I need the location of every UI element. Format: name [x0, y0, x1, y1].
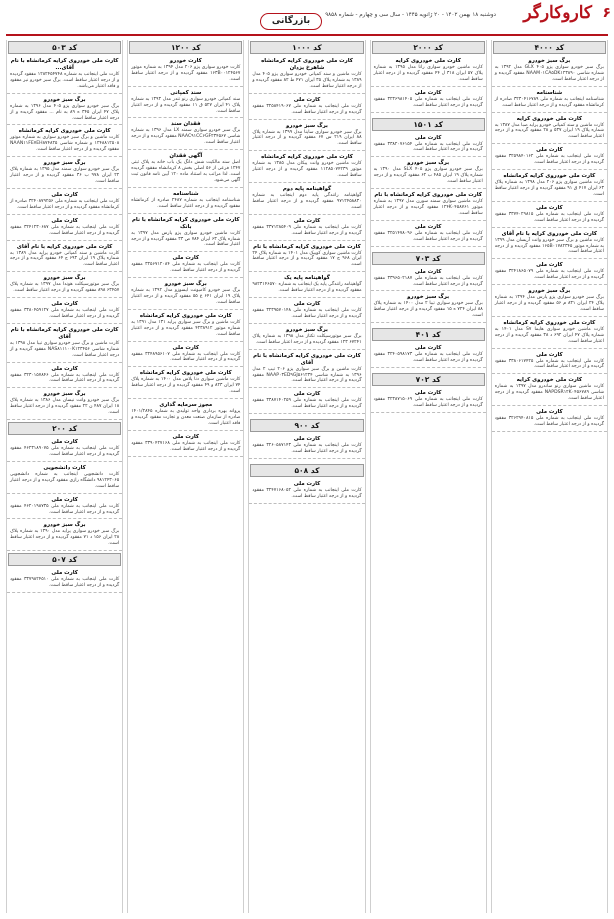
- ad-title: کارت ملی: [172, 344, 200, 351]
- ad-title: کارت ملی: [172, 433, 200, 440]
- classified-ad: [128, 369, 243, 399]
- ad-body: کارت ماشین سواری دنا پلاس مدل ۱۴۰۰ به شماره پلاک ۷۴ ایران ۸۲۳ و ۴۹ مفقود گردیده و از درجه اعتبار ساقط است.: [131, 377, 241, 395]
- classified-ad: [7, 217, 122, 241]
- ad-title: کارت ملی خودروی کرایه کرمانشاه: [503, 173, 596, 180]
- ad-body: کارت ملی اینجانب به شماره ملی ۳۲۴۷۱۶۸۰۵۲ مفقود گردیده و از درجه اعتبار ساقط است.: [252, 488, 362, 499]
- classified-ad: [128, 152, 243, 188]
- classified-ad: [128, 433, 243, 457]
- ad-body: کارت ماشین و سند کمپانی خودرو پراید مدل ۱۳۸۹ به شماره پلاک ۱۹ ایران ۶۹۳ ج ۶۴ مفقود گردیده و از درجه اعتبار ساقط است.: [10, 250, 120, 268]
- ad-body: کارت ملی اینجانب به شماره ملی ۳۲۴۱۲۳۰۶۸۷ مفقود گردیده و از درجه اعتبار ساقط است.: [10, 224, 120, 236]
- ad-title: آگهی فقدان: [169, 153, 203, 160]
- ad-body: کارت ملی اینجانب به شماره ملی ۳۲۴۸۹۵۶۱۰۷ مفقود گردیده و از درجه اعتبار ساقط است.: [131, 351, 241, 363]
- ad-title: برگ سبز خودرو: [164, 281, 207, 288]
- ad-body: کارت دانشجویی اینجانب به شماره دانشجویی ۹۸۱۲۴۳۰۶۵ دانشگاه رازی مفقود گردیده و از درجه اعتبار ساقط است.: [10, 471, 120, 489]
- classified-ad: [7, 191, 122, 215]
- ad-body: کارت ماشین سواری پژو ۲۰۶ مدل ۱۳۹۸ به شماره پلاک ۶۳ ایران ۴۱۷ ق ۹۱ مفقود گردیده و از درجه اعتبار ساقط است.: [494, 180, 604, 197]
- classified-ad: [249, 243, 364, 273]
- ad-title: کارت ملی: [414, 223, 442, 230]
- ad-body: برگ سبز خودرو سواری پژو ۴۰۵ SLX مدل ۱۳۹۰ به شماره پلاک ۱۹ ایران ۴۸۵ ب ۶۲ مفقود گردیده و از درجه اعتبار ساقط است.: [373, 167, 483, 185]
- code-header: کد ۹۰۰: [250, 419, 363, 432]
- classified-ad: [7, 569, 122, 593]
- ad-body: برگ سبز خودرو وانت نیسان مدل ۱۳۸۶ به شماره پلاک ۱۸ ایران ۴۸۷ ن ۲۲ مفقود گردیده و از درجه اعتبار ساقط است.: [10, 398, 120, 416]
- ad-title: کارت ملی: [51, 191, 78, 198]
- classified-ad: [249, 217, 364, 241]
- classified-ad: [7, 274, 122, 298]
- column-2: [127, 40, 244, 913]
- ad-body: کارت ملی اینجانب به شماره ملی ۳۲۶۰۵۸۷۱۴۳ مفقود گردیده و از درجه اعتبار ساقط است.: [252, 443, 362, 455]
- ad-body: کارت ملی اینجانب به شماره ملی ۳۳۹۰۴۲۷۱۶۸ مفقود گردیده و از درجه اعتبار ساقط است.: [131, 440, 241, 452]
- ad-title: کارت ملی خودروی کرایه با نام آقای: [501, 230, 598, 237]
- ad-body: کارت ماشین سواری سمند سورن مدل ۱۳۹۷ به شماره موتور ۱۲۴K۰۴۵۸۷۶۱ مفقود گردیده و از درجه اعتبار ساقط است.: [373, 199, 483, 216]
- ad-body: کارت ملی اینجانب به شماره ملی ۳۲۵۸۴۱۹۰۶۷ مفقود گردیده و از درجه اعتبار ساقط است.: [252, 103, 362, 115]
- ad-body: کارت ملی اینجانب به شماره ملی ۳۳۷۱۲۸۵۴۰۹ مفقود گردیده و از درجه اعتبار ساقط است.: [252, 224, 362, 236]
- ad-title: کارت ملی: [414, 345, 442, 352]
- ad-title: کارت ملی: [536, 351, 563, 358]
- ad-body: کارت ملی اینجانب به شماره ملی ۳۲۵۹۸۴۰۱۶۲ مفقود گردیده و از درجه اعتبار ساقط است.: [494, 154, 604, 166]
- ad-title: کارت ملی: [414, 389, 442, 396]
- ad-body: برگ سبز خودرو سواری تیبا ۲ مدل ۱۴۰۰ به شماره پلاک ۸۸ ایران ۷۲۴ ه ۱۵ مفقود گردیده و از درجه اعتبار ساقط است.: [373, 301, 483, 319]
- classified-ad: [371, 344, 486, 368]
- code-header: کد ۴۰۰۰: [493, 41, 606, 54]
- classified-ad: [492, 319, 607, 349]
- code-header: کد ۵۰۳: [8, 41, 121, 54]
- ad-title: برگ سبز خودرو: [43, 391, 86, 398]
- ad-body: کارت ملی اینجانب به شماره ملی ۳۲۵۱۴۷۸۰۹۶ مفقود گردیده و از درجه اعتبار ساقط است.: [373, 230, 483, 242]
- classified-ad: [7, 521, 122, 551]
- classified-ad: [249, 274, 364, 298]
- code-header: کد ۵۰۷: [8, 553, 121, 566]
- classified-ad: [128, 57, 243, 87]
- ad-body: کارت ملی اینجانب به شماره ملی ۴۶۲۰۱۹۸۷۳۵ مفقود گردیده و از درجه اعتبار ساقط است.: [10, 503, 120, 515]
- ad-title: کارت ملی خودروی کرایه کرمانشاه با نام آقای: [253, 352, 361, 366]
- ad-body: شناسنامه اینجانب به شماره ملی ۳۲۳۰۴۱۶۷۸۹ صادره از کرمانشاه مفقود گردیده و از درجه اعتبار ساقط است.: [494, 96, 604, 108]
- ad-body: کارت ماشین و سند کمپانی خودرو سواری پژو ۴۰۵ مدل ۱۳۸۹ به شماره پلاک ۳۵ ایران ۴۷۱ ط ۸۲ مفقود گردیده و از درجه اعتبار ساقط است.: [252, 72, 362, 89]
- ad-title: گواهینامه پایه دوم: [282, 185, 332, 192]
- classified-ad: [492, 230, 607, 260]
- classified-ad: [128, 401, 243, 431]
- code-header: کد ۵۰۸: [250, 464, 363, 477]
- classified-ad: [371, 134, 486, 158]
- column-5: [491, 40, 608, 913]
- classified-ad: [492, 89, 607, 113]
- ad-title: برگ سبز خودرو: [407, 160, 450, 167]
- classified-ad: [371, 159, 486, 189]
- ad-body: کارت ملی اینجانب به شماره ملی ۳۳۸۰۶۱۷۴۲۵ مفقود گردیده و از درجه اعتبار ساقط است.: [494, 358, 604, 370]
- classified-ad: [249, 326, 364, 350]
- classified-ad: [7, 159, 122, 189]
- ad-body: کارت ماشین خودرو وانت پیکان مدل ۱۳۸۵ به شماره موتور ۱۱۲۸۵۰۷۴۲۳۹ مفقود گردیده و از درجه اعتبار ساقط است.: [252, 161, 362, 179]
- ad-title: کارت ملی: [536, 262, 563, 269]
- classified-ad: [7, 57, 122, 94]
- ad-title: کارت ملی خودروی کرایه کرمانشاه با نام بانک: [131, 216, 240, 230]
- code-header: کد ۲۰۰۰: [372, 41, 485, 54]
- ad-title: گواهینامه پایه یک: [284, 275, 330, 282]
- ad-body: کارت ملی اینجانب به شماره ملی ۳۳۸۷۱۴۰۲۵۹ مفقود گردیده و از درجه اعتبار ساقط است.: [252, 398, 362, 410]
- classified-ad: [7, 300, 122, 324]
- ad-body: برگ سبز خودرو کامیونت ایسوزو مدل ۱۳۹۲ به شماره پلاک ۱۹ ایران ۶۴۱ ع ۵۵ مفقود گردیده و از درجه اعتبار ساقط است.: [131, 288, 241, 305]
- ad-title: برگ سبز خودرو: [43, 96, 86, 103]
- dateline: دوشنبه ۱۸ بهمن ۱۴۰۲ - ۲۰ ژانویه ۱۴۴۵ - سال سی و چهارم - شماره ۹۸۵۸: [325, 12, 496, 18]
- ad-title: کارت ملی خودروی کرایه کرمانشاه: [18, 128, 111, 135]
- ad-body: کارت ملی اینجانب به شماره ملی ۳۲۴۰۵۹۸۱۷۳ مفقود گردیده و از درجه اعتبار ساقط است.: [373, 352, 483, 364]
- ad-body: کارت ملی اینجانب به شماره ملی ۳۲۳۸۷۱۵۰۶۹ مفقود گردیده و از درجه اعتبار ساقط است.: [373, 396, 483, 408]
- ad-title: کارت ملی: [51, 301, 78, 308]
- classified-ad: [128, 312, 243, 342]
- code-header: کد ۱۲۰۰: [129, 41, 242, 54]
- ad-body: کارت ملی اینجانب به شماره ملی ۳۳۷۴۰۲۹۸۱۵ مفقود گردیده و از درجه اعتبار ساقط است.: [494, 211, 604, 223]
- ad-title: کارت ملی خودروی کرایه: [516, 115, 583, 122]
- ad-title: برگ سبز خودرو: [43, 522, 86, 529]
- section-badge: بازرگانی: [260, 13, 322, 30]
- ad-title: برگ سبز خودرو: [285, 122, 328, 129]
- ad-body: کارت ملی اینجانب به شماره ملی ۳۳۷۹۸۲۴۵۱۰ مفقود گردیده و از درجه اعتبار ساقط است.: [10, 577, 120, 589]
- ad-title: کارت ملی: [293, 391, 321, 398]
- ad-body: برگ سبز خودرو سواری پژو ۴۰۵ GLX مدل ۱۳۹۲ به شماره شاسی NAAM۰۱CA۵DK۱۲۳۸۹۰ مفقود گردیده و از درجه اعتبار ساقط است.: [494, 65, 604, 82]
- ad-title: کارت ملی خودروی کرایه کرمانشاه با نام: [374, 192, 482, 199]
- classified-ad: [492, 261, 607, 285]
- classified-ad: [7, 496, 122, 520]
- ad-title: برگ سبز خودرو: [528, 288, 571, 295]
- ad-body: کارت ماشین و برگ سبز خودرو وانت آریسان مدل ۱۳۹۹ به شماره موتور ۱۶۵B۰۱۷۸۲۳۴۵ مفقود گردیده و از درجه اعتبار ساقط است.: [494, 237, 604, 255]
- classified-ad: [7, 96, 122, 126]
- column-4: [370, 40, 487, 913]
- code-header: کد ۲۰۰: [8, 422, 121, 435]
- ad-title: کارت دانشجویی: [43, 464, 86, 471]
- ad-body: کارت ملی اینجانب به شماره ملی ۳۳۸۰۴۵۹۱۲۷ مفقود گردیده و از درجه اعتبار ساقط است.: [10, 308, 120, 319]
- classified-ad: [492, 172, 607, 202]
- ad-body: برگ سبز موتورسیکلت هوندا مدل ۱۳۹۷ به شماره پلاک ۶۳۴۵۷ ۸۹۸ مفقود گردیده و از درجه اعتبار ساقط است.: [10, 282, 120, 294]
- ad-body: کارت ملی اینجانب به شماره ملی ۳۳۹۶۵۰۲۱۸۷ مفقود گردیده و از درجه اعتبار ساقط است.: [373, 275, 483, 287]
- ad-body: کارت ملی اینجانب به شماره ملی ۳۲۴۱۸۶۵۰۷۹ مفقود گردیده و از درجه اعتبار ساقط است.: [494, 269, 604, 281]
- ad-body: کارت ماشین و برگ سبز سواری پژو ۲۰۶ تیپ ۲ مدل ۱۳۹۶ به شماره شاسی NAAP۰۳ED۹GJ۵۶۱۲۳۴ مفقود گردیده و از درجه اعتبار ساقط است.: [252, 366, 362, 384]
- classified-ad: [371, 57, 486, 87]
- ad-body: کارت ملی اینجانب به شماره ملی ۳۲۴۰۸۷۹۲۵۶ صادره از کرمانشاه مفقود گردیده و از درجه اعتبار ساقط است.: [10, 198, 120, 210]
- ad-body: پروانه بهره برداری واحد تولیدی به شماره ۱۴۰۱/۲۸۴۵ صادره از سازمان صنعت معدن و تجارت مفقود گردیده و فاقد اعتبار است.: [131, 409, 241, 426]
- classified-ad: [371, 389, 486, 413]
- ad-body: کارت ماشین خودرو سواری پژو پارس مدل ۱۳۹۷ به شماره پلاک ۶۳ ایران ۷۸۴ ص ۳۳ مفقود گردیده و از درجه اعتبار ساقط است.: [131, 230, 241, 248]
- ad-body: گواهینامه رانندگی پایه دوم اینجانب به شماره ۹۷۱۲۴۵۸۸۳۰ مفقود گردیده و از درجه اعتبار ساقط است.: [252, 192, 362, 210]
- ad-body: کارت ماشین و برگ سبز خودرو سواری به شماره موتور ۱۲۴۸۸۱۲۵۰۸ و شماره شاسی NAAN۱۱FE۷EH۸۷۴۸۲۵ مفقود گردیده و از درجه اعتبار ساقط است.: [10, 135, 120, 153]
- classified-ad: [128, 344, 243, 368]
- ad-body: کارت ماشین و برگ سبز سواری پراید ۱۳۱ مدل ۱۳۹۱ به شماره موتور ۴۲۳۸۹۱۲ مفقود گردیده و از درجه اعتبار ساقط است.: [131, 319, 241, 337]
- classified-ad: [7, 243, 122, 273]
- classified-ad: [7, 438, 122, 462]
- ad-body: کارت ملی اینجانب به شماره ملی ۳۲۶۲۹۴۰۸۱۵ مفقود گردیده و از درجه اعتبار ساقط است.: [494, 416, 604, 427]
- page-number: ۶: [602, 5, 611, 21]
- classified-ad: [7, 390, 122, 420]
- header-rule: [6, 34, 608, 36]
- ad-body: برگ سبز خودرو سواری پژو پارس مدل ۱۳۹۴ به شماره پلاک ۲۴ ایران ۸۳۱ م ۵۶ مفقود گردیده و از درجه اعتبار ساقط است.: [494, 295, 604, 312]
- classified-ad: [128, 280, 243, 310]
- classified-ad: [371, 191, 486, 221]
- ad-title: کارت ملی: [293, 301, 321, 308]
- ad-title: سند کمپانی: [170, 89, 202, 96]
- ad-title: شناسنامه: [172, 190, 199, 197]
- ad-title: کارت ملی خودروی کرایه کرمانشاه: [139, 312, 232, 319]
- ad-title: برگ سبز خودرو: [528, 58, 571, 64]
- ad-body: کارت ماشین خودرو سواری رانا مدل ۱۳۹۵ به شماره پلاک ۵۷ ایران ۳۱۸ ل ۴۴ مفقود گردیده و از درجه اعتبار ساقط است.: [373, 65, 483, 82]
- ad-title: کارت ملی خودروی کرایه کرمانشاه با نام: [253, 243, 361, 250]
- classified-ad: [371, 89, 486, 113]
- classified-ad: [371, 268, 486, 292]
- code-header: کد ۷۰۲: [372, 373, 485, 386]
- ad-body: برگ سبز خودرو سواری سمند مدل ۱۳۹۵ به شماره پلاک ۲۲ ایران ۹۷۸ ب ۳۶ مفقود گردیده و از درجه اعتبار ساقط است.: [10, 167, 120, 184]
- ad-body: برگ سبز موتورسیکلت تکتاز مدل ۱۳۹۸ به شماره پلاک ۶۷۲۴۱ ۱۲۳ مفقود گردیده و از درجه اعتبار ساقط است.: [252, 333, 362, 345]
- ad-body: کارت ملی اینجانب به شماره ملی ۳۲۳۶۹۸۱۴۰۵ مفقود گردیده و از درجه اعتبار ساقط است.: [373, 96, 483, 108]
- ad-title: کارت ملی خودروی کرایه با نام آقای: [16, 243, 113, 250]
- ad-title: برگ سبز خودرو: [285, 326, 328, 333]
- ad-body: کارت ملی اینجانب به شماره ملی ۴۶۲۳۱۸۹۰۷۵ مفقود گردیده و از درجه اعتبار ساقط است.: [10, 446, 120, 457]
- ad-title: کارت ملی خودروی کرایه: [516, 377, 583, 384]
- ad-body: برگ سبز خودرو سواری پراید مدل ۱۳۹۰ به شماره پلاک ۲۸ ایران ۱۵۶ د ۷۱ مفقود گردیده و از درجه اعتبار ساقط است.: [10, 529, 120, 547]
- ad-title: کارت ملی: [51, 365, 78, 372]
- ad-title: کارت ملی خودروی کرایه کرمانشاه شاهرخ یزدان: [261, 58, 353, 71]
- ad-body: برگ سبز خودرو سواری سمند LX مدل ۱۳۹۶ به شماره شاسی NAAC۹۱CC۶GF۲۳۴۵۶۷ مفقود گردیده و از درجه اعتبار ساقط است.: [131, 128, 241, 146]
- ad-body: کارت ماشین سواری رنو ساندرو مدل ۱۳۹۷ به شماره شاسی NAPDSR۱۲K۰۴۵۶۷۸۹ مفقود گردیده و از درجه اعتبار ساقط است.: [494, 384, 604, 402]
- classified-columns: [6, 40, 608, 913]
- classified-ad: [492, 204, 607, 228]
- classified-ad: [249, 480, 364, 504]
- ad-title: کارت ملی: [293, 217, 321, 224]
- ad-title: کارت ملی: [293, 481, 321, 487]
- ad-title: کارت ملی: [51, 439, 78, 446]
- ad-body: کارت ملی اینجانب به شماره ملی ۳۲۳۰۱۵۷۸۴۶ مفقود گردیده و از درجه اعتبار ساقط است.: [10, 372, 120, 384]
- column-1: [6, 40, 123, 913]
- classified-ad: [492, 146, 607, 170]
- ad-title: کارت خودرو: [169, 58, 202, 64]
- ad-title: کارت ملی: [536, 204, 563, 211]
- ad-body: سند کمپانی خودرو سواری رنو تندر مدل ۱۳۹۳ به شماره پلاک ۴۱ ایران ۵۲۷ ق ۱۱ مفقود گردیده و از درجه اعتبار ساقط است.: [131, 96, 241, 114]
- ad-title: کارت ملی: [51, 496, 78, 503]
- code-header: کد ۴۰۱: [372, 328, 485, 341]
- ad-title: برگ سبز خودرو: [407, 294, 450, 301]
- classified-ad: [492, 376, 607, 406]
- newspaper-logo: کاروکارگر: [523, 3, 592, 23]
- ad-body: کارت ملی اینجانب به شماره ملی ۳۲۳۹۵۷۰۱۴۸ مفقود گردیده و از درجه اعتبار ساقط است.: [252, 308, 362, 319]
- classified-ad: [249, 96, 364, 120]
- masthead: [0, 0, 614, 36]
- ad-body: کارت ماشین و سند کمپانی خودرو پراید صبا مدل ۱۳۸۷ به شماره پلاک ۱۹ ایران ۵۳۷ و ۲۸ مفقود گردیده و از درجه اعتبار ساقط است.: [494, 122, 604, 140]
- ad-title: کارت ملی: [293, 436, 321, 443]
- ad-title: کارت ملی: [172, 255, 200, 262]
- ad-title: کارت ملی: [414, 134, 442, 141]
- classified-ad: [7, 127, 122, 157]
- classified-ad: [492, 57, 607, 87]
- ad-body: کارت ماشین و برگ سبز خودرو سواری تیبا مدل ۱۳۹۸ به شماره شاسی NAS۸۱۱۱۰۰K۱۲۳۴۵۶ مفقود گردیده و از درجه اعتبار ساقط است.: [10, 340, 120, 358]
- classified-ad: [249, 153, 364, 183]
- ad-title: کارت ملی خودروی کرایه: [395, 58, 461, 64]
- ad-body: گواهینامه رانندگی پایه یک اینجانب به شماره ۹۸۲۳۱۴۶۵۷۰ مفقود گردیده و از درجه اعتبار ساقط است.: [252, 282, 362, 294]
- classified-ad: [492, 351, 607, 375]
- classified-ad: [371, 293, 486, 323]
- classified-ad: [128, 216, 243, 253]
- classified-ad: [492, 115, 607, 145]
- ad-body: برگ سبز خودرو سواری پژو ۴۰۵ مدل ۱۳۹۶ به شماره پلاک ۴۷ ایران ۳۴۵ ه ۸۹ به نام ... مفقود گردیده و از درجه اعتبار ساقط است.: [10, 103, 120, 121]
- ad-body: کارت ماشین سواری کوییک مدل ۱۴۰۱ به شماره پلاک ۲۴ ایران ۹۶۸ ج ۱۷ مفقود گردیده و از درجه اعتبار ساقط است.: [252, 250, 362, 268]
- classified-ad: [128, 254, 243, 278]
- ad-body: کارت ماشین خودرو سواری هایما S۷ مدل ۱۴۰۱ به شماره پلاک ۴۷ ایران ۶۹۲ د ۳۸ مفقود گردیده و از درجه اعتبار ساقط است.: [494, 326, 604, 344]
- ad-body: برگ سبز خودرو سواری ساینا مدل ۱۳۹۹ به شماره پلاک ۸۸ ایران ۲۱۹ س ۶۷ مفقود گردیده و از درجه اعتبار ساقط است.: [252, 129, 362, 147]
- ad-title: برگ سبز خودرو: [43, 275, 86, 282]
- ad-title: کارت ملی: [293, 96, 321, 103]
- classified-ad: [7, 326, 122, 363]
- ad-body: کارت ملی اینجانب به شماره ملی ۳۳۸۲۰۷۶۱۵۴ مفقود گردیده و از درجه اعتبار ساقط است.: [373, 141, 483, 153]
- ad-body: کارت خودرو سواری پژو ۲۰۶ مدل ۱۳۹۴ به شماره موتور ۱۶۳B۰۰۱۲۴۵۶۷ مفقود گردیده و از درجه اعتبار ساقط است.: [131, 65, 241, 82]
- ad-title: کارت ملی خودروی کرایه کرمانشاه: [503, 319, 596, 326]
- classified-ad: [249, 57, 364, 94]
- classified-ad: [492, 287, 607, 317]
- classified-ad: [128, 190, 243, 214]
- code-header: کد ۱۰۰۰: [250, 41, 363, 54]
- ad-title: شناسنامه: [536, 89, 563, 96]
- ad-title: کارت ملی: [536, 147, 563, 154]
- ad-body: کارت ملی اینجانب به شماره ۱۲۸۲۴۵۴۷۴۸ مفقود گردیده و از درجه اعتبار ساقط است. برگ سبز خودرو نیز مفقود و فاقد اعتبار می‌باشد.: [10, 72, 120, 89]
- classified-ad: [249, 300, 364, 324]
- classified-ad: [492, 408, 607, 432]
- classified-ad: [249, 390, 364, 414]
- classified-ad: [7, 365, 122, 389]
- code-header: کد ۱۵۰۱: [372, 118, 485, 131]
- classified-ad: [7, 464, 122, 494]
- classified-ad: [128, 120, 243, 150]
- ad-title: مجوز سرمایه گذاری: [159, 402, 213, 409]
- ad-title: کارت ملی: [536, 409, 563, 416]
- ad-body: کارت ملی اینجانب به شماره ملی ۳۲۵۶۷۱۲۰۸۴ مفقود گردیده و از درجه اعتبار ساقط است.: [131, 262, 241, 274]
- classified-ad: [249, 122, 364, 152]
- ad-title: کارت ملی: [414, 268, 442, 275]
- ad-title: کارت ملی خودروی کرایه کرمانشاه با نام آقای: [10, 326, 119, 340]
- ad-title: فقدان سند: [171, 121, 201, 128]
- ad-title: برگ سبز خودرو: [43, 160, 86, 167]
- ad-title: کارت ملی: [51, 217, 78, 224]
- ad-title: کارت ملی خودروی کرایه کرمانشاه: [261, 154, 353, 161]
- classified-ad: [249, 435, 364, 459]
- classified-ad: [371, 223, 486, 247]
- ad-title: کارت ملی خودروی کرایه کرمانشاه: [139, 370, 232, 377]
- classified-ad: [128, 89, 243, 119]
- ad-title: کارت ملی خودروی کرایه کرمانشاه با نام آقای...: [10, 58, 119, 71]
- classified-ad: [249, 185, 364, 215]
- ad-body: شناسنامه اینجانب به شماره ۲۴۸۷ صادره از کرمانشاه مفقود گردیده و از درجه اعتبار ساقط است.: [131, 197, 241, 209]
- code-header: کد ۷۰۳: [372, 252, 485, 265]
- ad-title: کارت ملی: [414, 89, 442, 96]
- classified-ad: [249, 352, 364, 389]
- column-3: [248, 40, 365, 913]
- ad-title: کارت ملی: [51, 570, 78, 577]
- ad-body: اصل سند مالکیت شش دانگ یک باب خانه به پلاک ثبتی ۱۲۴۷ فرعی از ۵۶ اصلی بخش ۸ کرمانشاه مفقود گردیده است. لذا مراتب به استناد ماده ۱۲۰ آیین نامه قانون ثبت آگهی می‌شود.: [131, 160, 241, 183]
